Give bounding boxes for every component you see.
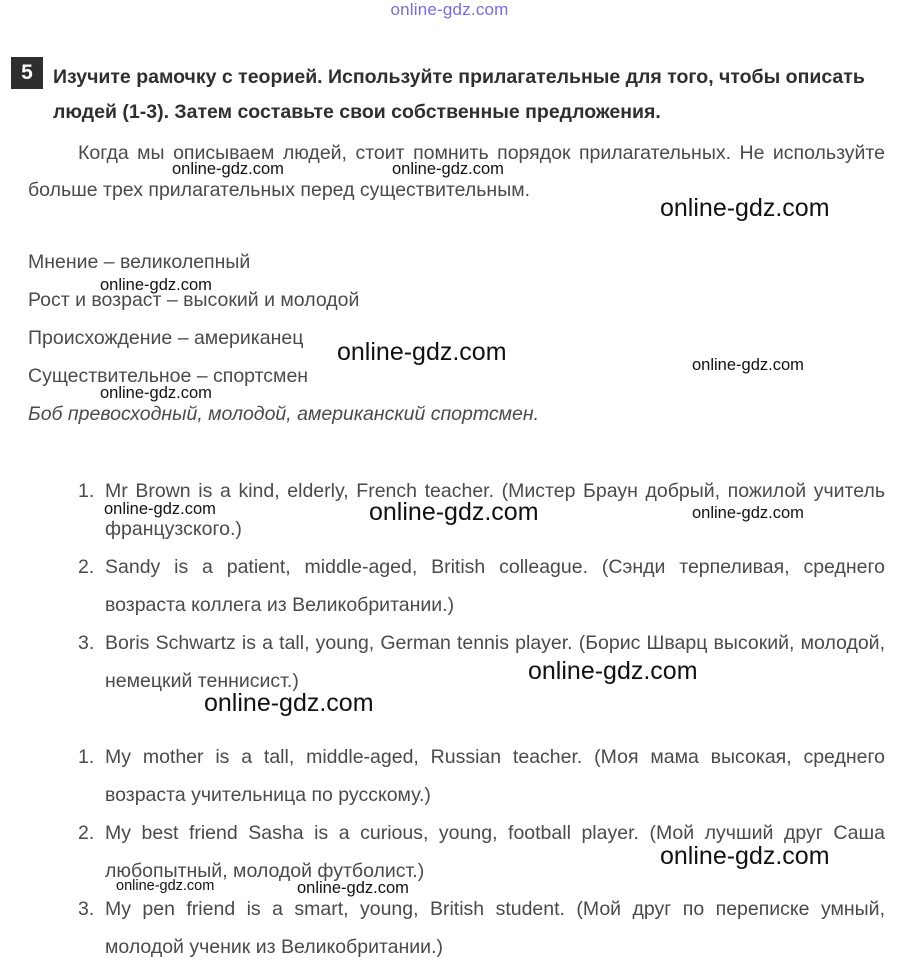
watermark: online-gdz.com: [104, 500, 216, 518]
watermark: online-gdz.com: [660, 842, 830, 870]
item-text: My best friend Sasha is a curious, young, football player. (Мой лучший друг Саша любопытный, молодой футболист.): [105, 822, 885, 882]
list-item: [78, 738, 885, 814]
watermark: online-gdz.com: [392, 160, 504, 178]
watermark: online-gdz.com: [100, 384, 212, 402]
item-number: 2.: [78, 556, 95, 578]
item-text: Boris Schwartz is a tall, young, German tennis player. (Борис Шварц высокий, молодой, немецкий теннисист.): [105, 632, 885, 692]
item-number: 1.: [78, 746, 95, 768]
list-item: [78, 548, 885, 624]
exercise-number-badge: 5: [11, 57, 43, 89]
theory-line-origin: Происхождение – американец: [28, 327, 304, 349]
watermark: online-gdz.com: [297, 879, 409, 897]
item-number: 3.: [78, 632, 95, 654]
header-watermark: online-gdz.com: [390, 0, 509, 19]
item-number: 3.: [78, 898, 95, 920]
item-text: My pen friend is a smart, young, British student. (Мой друг по переписке умный, молодой ученик из Великобритании.): [105, 898, 885, 958]
theory-line-opinion: Мнение – великолепный: [28, 251, 251, 273]
watermark: online-gdz.com: [692, 356, 804, 374]
watermark: online-gdz.com: [204, 689, 374, 717]
watermark: online-gdz.com: [116, 878, 215, 894]
item-number: 1.: [78, 480, 95, 502]
item-text: Sandy is a patient, middle-aged, British colleague. (Сэнди терпеливая, среднего возраста коллега из Великобритании.): [105, 556, 885, 616]
theory-example: Боб превосходный, молодой, американский спортсмен.: [28, 403, 540, 425]
theory-line-size-age: Рост и возраст – высокий и молодой: [28, 289, 360, 311]
watermark: online-gdz.com: [172, 160, 284, 178]
watermark: online-gdz.com: [528, 657, 698, 685]
watermark: online-gdz.com: [660, 194, 830, 222]
theory-intro: Когда мы описываем людей, стоит помнить порядок прилагательных. Не используйте больше трех прилагательных перед существительным.: [28, 142, 885, 201]
item-text: My mother is a tall, middle-aged, Russian teacher. (Моя мама высокая, среднего возраста учительница по русскому.): [105, 746, 885, 806]
watermark: online-gdz.com: [692, 504, 804, 522]
theory-line-noun: Существительное – спортсмен: [28, 365, 309, 387]
item-text: Mr Brown is a kind, elderly, French teacher. (Мистер Браун добрый, пожилой учитель французского.): [105, 480, 885, 540]
watermark: online-gdz.com: [337, 338, 507, 366]
watermark: online-gdz.com: [100, 276, 212, 294]
watermark: online-gdz.com: [369, 498, 539, 526]
exercise-task-text: Изучите рамочку с теорией. Используйте прилагательные для того, чтобы описать людей (1-3). Затем составьте свои собственные предложения.: [53, 66, 865, 123]
list-item: [78, 890, 885, 966]
list-item: [78, 624, 885, 700]
item-number: 2.: [78, 822, 95, 844]
